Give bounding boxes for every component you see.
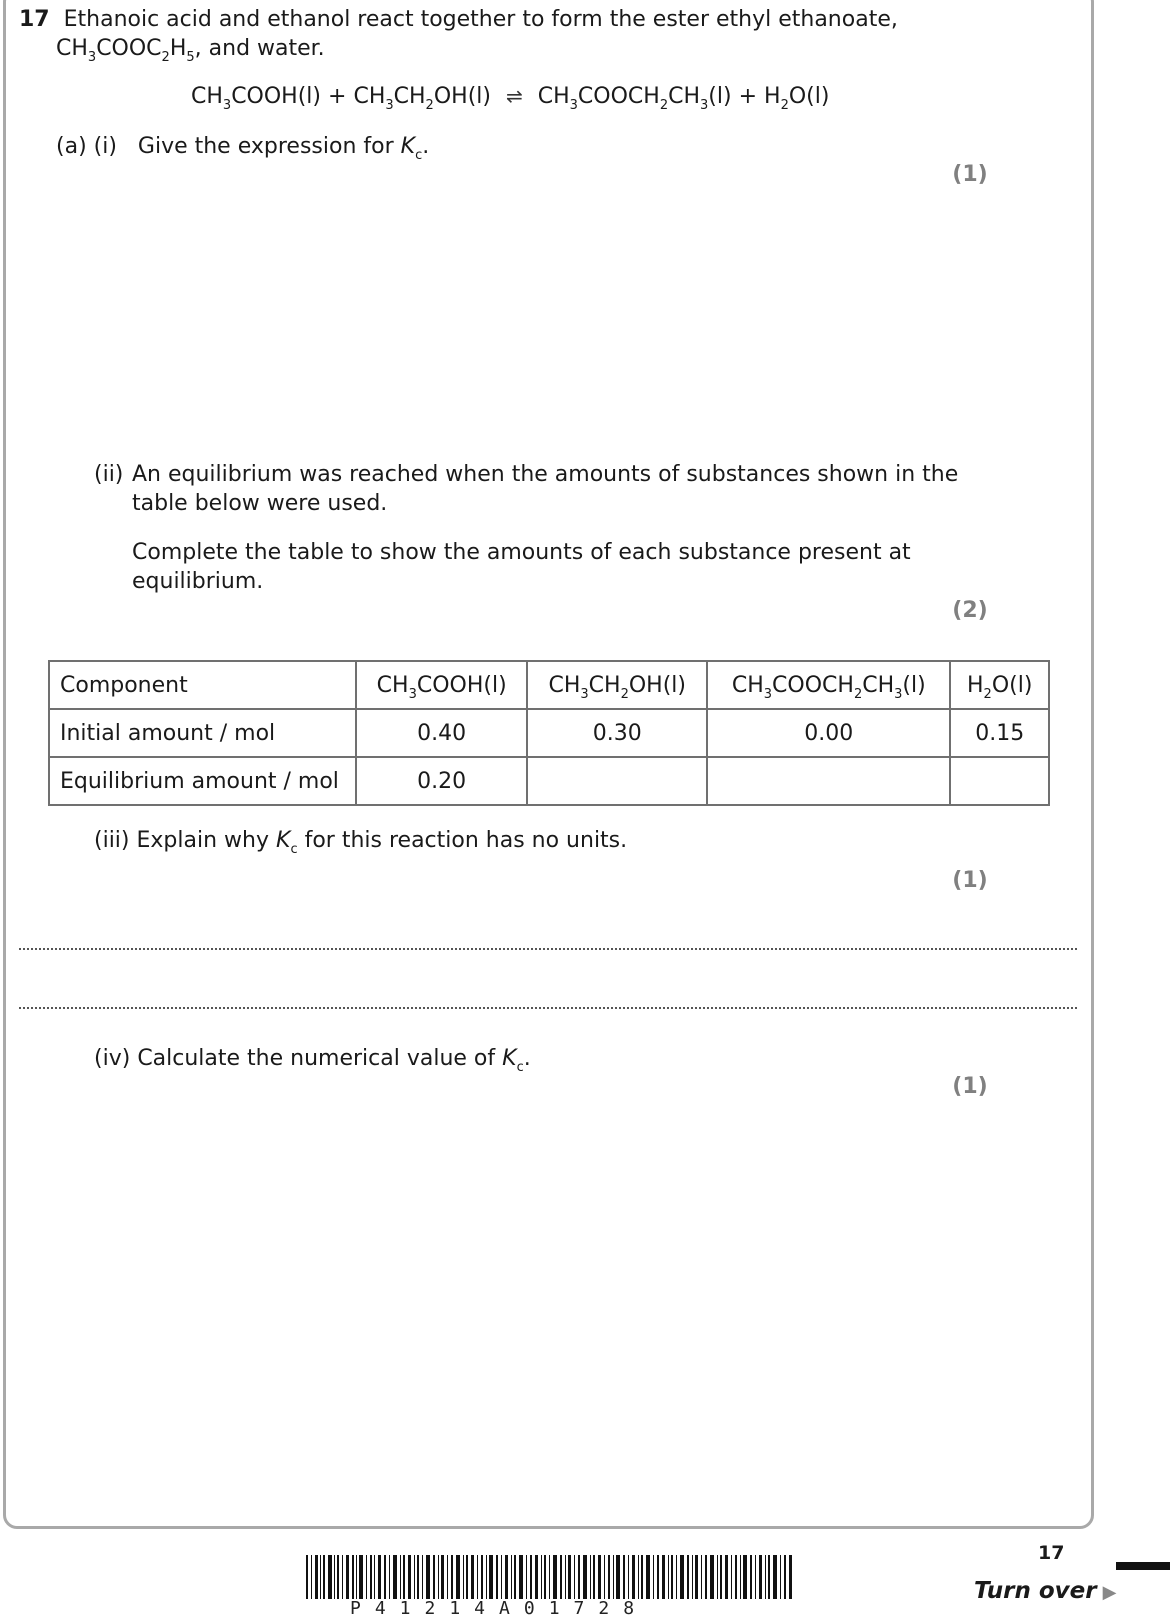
part-a-iii-prompt: (iii) Explain why $K_c$ for this reaction has no units. xyxy=(94,828,628,857)
table-row xyxy=(49,757,1049,805)
equilibrium-table xyxy=(48,660,1050,806)
table-header-cell: $CH_3CH_2OH(l)$ xyxy=(527,661,707,709)
equilibrium-arrow-icon: ⇌ xyxy=(505,84,523,108)
table-header-cell: $CH_3COOCH_2CH_3(l)$ xyxy=(707,661,950,709)
part-a-iv-prompt: (iv) Calculate the numerical value of $K_c$. xyxy=(94,1046,531,1075)
question-intro-line1: Ethanoic acid and ethanol react together to form the ester ethyl ethanoate, xyxy=(63,7,898,32)
triangle-right-icon: ▶ xyxy=(1102,1582,1117,1603)
table-cell: 0.30 xyxy=(527,709,707,757)
part-label: (a) (i) xyxy=(56,134,117,159)
part-label: (iii) xyxy=(94,828,130,853)
table-header-cell: $CH_3COOH(l)$ xyxy=(356,661,527,709)
question-stem xyxy=(19,5,898,34)
part-a-ii-line4: equilibrium. xyxy=(132,569,264,594)
marks-a-ii: (2) xyxy=(952,598,988,623)
part-a-i-prompt: (a) (i) Give the expression for $K_c$. xyxy=(56,134,430,163)
part-a-ii-line3: Complete the table to show the amounts of each substance present at xyxy=(132,540,911,565)
table-header-cell: Component xyxy=(49,661,356,709)
question-intro-line2: $CH_3COOC_2H_5$, and water. xyxy=(56,36,325,65)
ester-formula: $CH_3COOC_2H_5$ xyxy=(56,36,195,65)
marks-a-i: (1) xyxy=(952,162,988,187)
table-cell: 0.40 xyxy=(356,709,527,757)
answer-cell[interactable] xyxy=(950,757,1049,805)
table-cell: 0.20 xyxy=(356,757,527,805)
answer-line[interactable] xyxy=(19,1007,1077,1009)
barcode-text: P41214A01728 xyxy=(350,1598,649,1619)
table-cell: 0.00 xyxy=(707,709,950,757)
part-a-ii-line2: table below were used. xyxy=(132,491,388,516)
part-a-ii-line1: An equilibrium was reached when the amounts of substances shown in the xyxy=(132,462,959,487)
answer-cell[interactable] xyxy=(527,757,707,805)
reaction-equation xyxy=(191,84,830,113)
answer-cell[interactable] xyxy=(707,757,950,805)
table-row xyxy=(49,709,1049,757)
table-header-row xyxy=(49,661,1049,709)
equation-reactant2: $CH_3CH_2OH(l)$ xyxy=(353,84,491,113)
turn-over-label: Turn over ▶ xyxy=(974,1578,1117,1604)
equation-plus: + xyxy=(328,84,347,109)
part-label: (iv) xyxy=(94,1046,131,1071)
barcode-icon xyxy=(306,1555,792,1599)
margin-bar xyxy=(1116,1562,1170,1570)
part-a-ii-label: (ii) xyxy=(94,462,124,487)
table-header-cell: $H_2O(l)$ xyxy=(950,661,1049,709)
table-row-label: Initial amount / mol xyxy=(49,709,356,757)
equation-plus-2: + xyxy=(738,84,758,109)
table-cell: 0.15 xyxy=(950,709,1049,757)
table-row-label: Equilibrium amount / mol xyxy=(49,757,356,805)
marks-a-iv: (1) xyxy=(952,1074,988,1099)
answer-line[interactable] xyxy=(19,948,1077,950)
equation-reactant1: $CH_3COOH(l)$ xyxy=(191,84,322,113)
equation-product2: $H_2O(l)$ xyxy=(764,84,830,113)
question-number: 17 xyxy=(19,7,50,32)
marks-a-iii: (1) xyxy=(952,868,988,893)
page-number: 17 xyxy=(1038,1542,1065,1564)
equation-product1: $CH_3COOCH_2CH_3(l)$ xyxy=(537,84,732,113)
